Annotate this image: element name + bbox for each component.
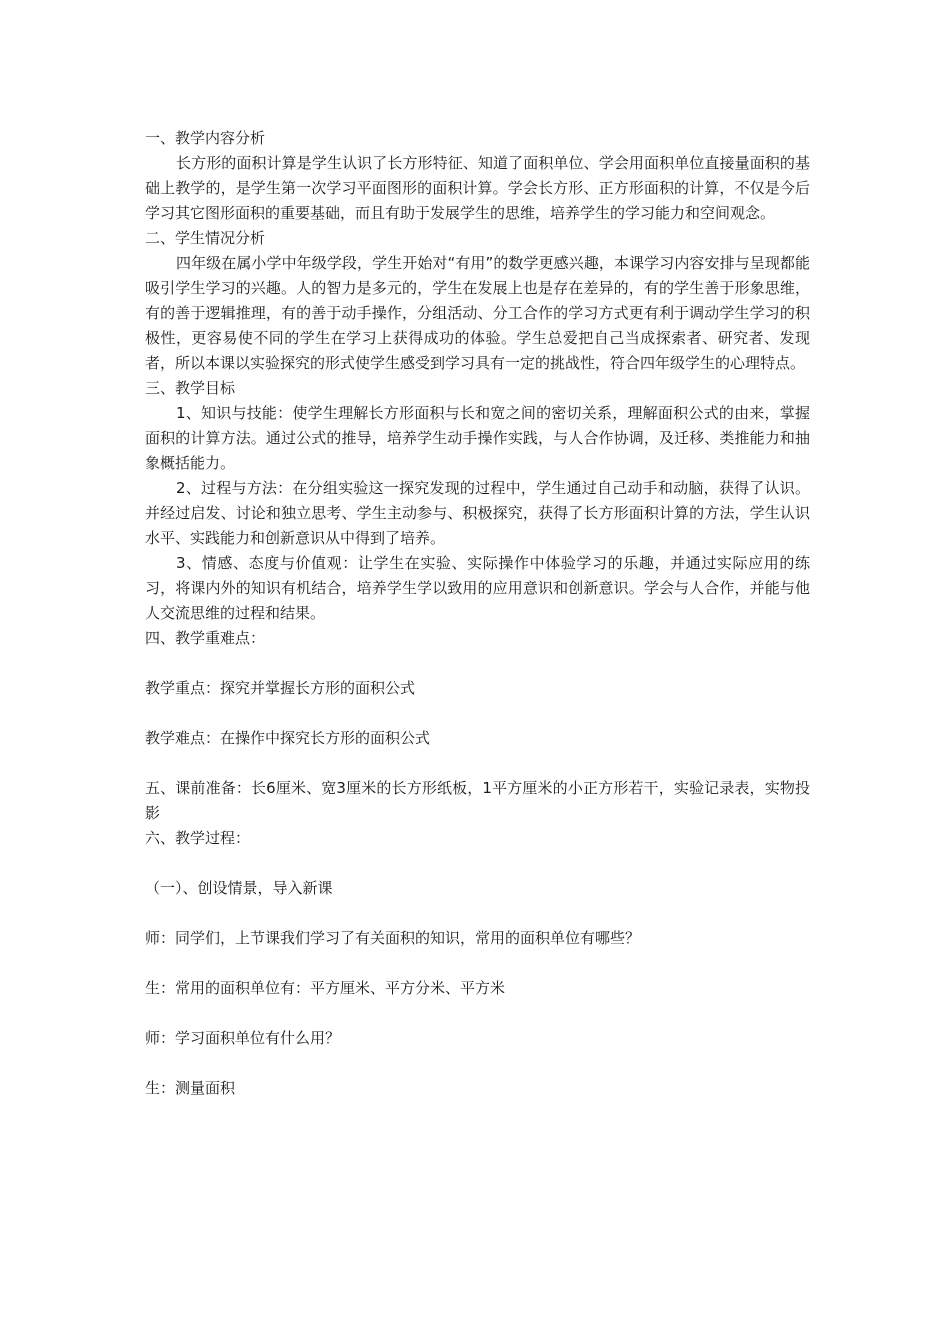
- dialog-line-teacher-2: 师：学习面积单位有什么用？: [145, 1029, 341, 1047]
- goal-process-method: 2、过程与方法：在分组实验这一探究发现的过程中，学生通过自己动手和动脑，获得了认识。并经过启发、讨论和独立思考、学生主动参与、积极探究，获得了长方形面积计算的方法，学生认识水平、实践能力和创新意识从中得到了培养。: [145, 479, 810, 547]
- dialog-line-student-2: 生：测量面积: [145, 1079, 236, 1097]
- goal-knowledge-skills: 1、知识与技能：使学生理解长方形面积与长和宽之间的密切关系，理解面积公式的由来，掌握面积的计算方法。通过公式的推导，培养学生动手操作实践，与人合作协调，及迁移、类推能力和抽象概括能力。: [145, 404, 810, 472]
- section-heading-student-analysis: 二、学生情况分析: [145, 229, 266, 247]
- section-heading-teaching-goals: 三、教学目标: [145, 379, 236, 397]
- key-point-line: 教学重点：探究并掌握长方形的面积公式: [145, 679, 416, 697]
- dialog-line-teacher-1: 师：同学们，上节课我们学习了有关面积的知识，常用的面积单位有哪些？: [145, 929, 641, 947]
- document-body: [145, 126, 810, 1101]
- paragraph-student-analysis: 四年级在属小学中年级学段，学生开始对“有用”的数学更感兴趣，本课学习内容安排与呈现都能吸引学生学习的兴趣。人的智力是多元的，学生在发展上也是存在差异的，有的学生善于形象思维，有的善于逻辑推理，有的善于动手操作，分组活动、分工合作的学习方式更有利于调动学生学习的积极性，更容易使不同的学生在学习上获得成功的体验。学生总爱把自己当成探索者、研究者、发现者，所以本课以实验探究的形式使学生感受到学习具有一定的挑战性，符合四年级学生的心理特点。: [145, 254, 810, 372]
- section-heading-content-analysis: 一、教学内容分析: [145, 129, 266, 147]
- section-heading-key-points: 四、教学重难点：: [145, 629, 266, 647]
- goal-emotion-attitude: 3、情感、态度与价值观：让学生在实验、实际操作中体验学习的乐趣，并通过实际应用的练习，将课内外的知识有机结合，培养学生学以致用的应用意识和创新意识。学会与人合作，并能与他人交流思维的过程和结果。: [145, 554, 810, 622]
- section-heading-teaching-process: 六、教学过程：: [145, 829, 251, 847]
- difficult-point-line: 教学难点：在操作中探究长方形的面积公式: [145, 729, 431, 747]
- preparation-paragraph: 五、课前准备：长6厘米、宽3厘米的长方形纸板，1平方厘米的小正方形若干，实验记录表，实物投影: [145, 779, 810, 822]
- process-step-heading: （一）、创设情景，导入新课: [145, 879, 333, 897]
- dialog-line-student-1: 生：常用的面积单位有：平方厘米、平方分米、平方米: [145, 979, 506, 997]
- paragraph-content-analysis: 长方形的面积计算是学生认识了长方形特征、知道了面积单位、学会用面积单位直接量面积的基础上教学的，是学生第一次学习平面图形的面积计算。学会长方形、正方形面积的计算，不仅是今后学习其它图形面积的重要基础，而且有助于发展学生的思维，培养学生的学习能力和空间观念。: [145, 154, 810, 222]
